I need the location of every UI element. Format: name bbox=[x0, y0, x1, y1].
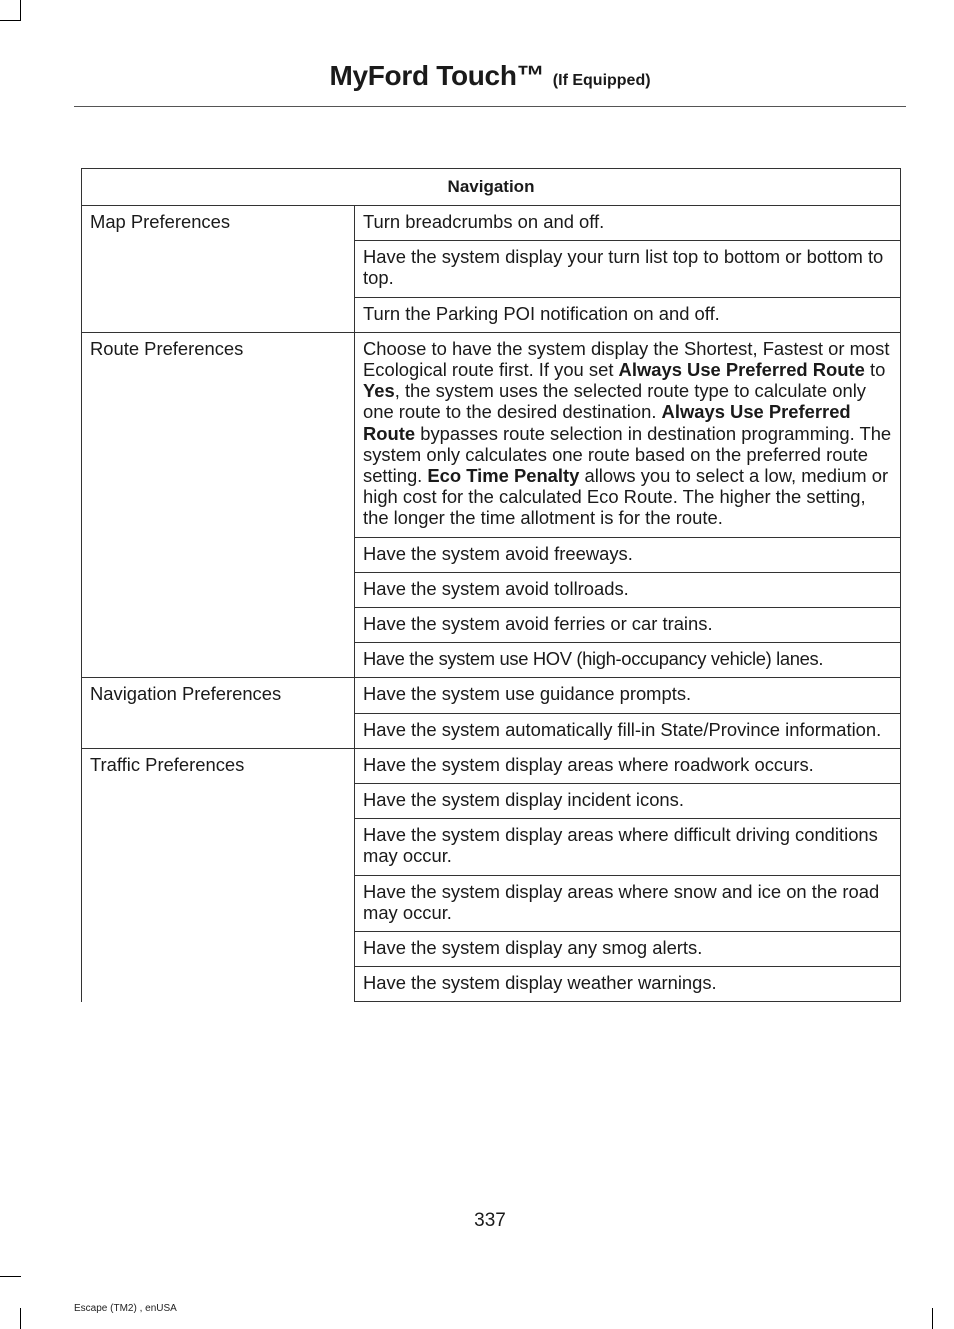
route-description-cell bbox=[355, 332, 901, 537]
category-map-preferences: Map Preferences bbox=[82, 206, 355, 333]
table-cell: Have the system avoid tollroads. bbox=[355, 572, 901, 607]
route-text: allows you to select a low, medium or high cost for the calculated Eco Route. The higher the setting, the longer the time allotment is for the route. bbox=[363, 465, 889, 529]
route-text: to bbox=[864, 359, 886, 381]
table-cell: Have the system avoid ferries or car trains. bbox=[355, 608, 901, 643]
table-cell: Have the system use guidance prompts. bbox=[355, 678, 901, 713]
table-row bbox=[82, 748, 901, 783]
table-cell: Turn breadcrumbs on and off. bbox=[355, 206, 901, 241]
category-traffic-preferences: Traffic Preferences bbox=[82, 748, 355, 1002]
table-row bbox=[82, 332, 901, 537]
table-cell: Have the system display your turn list top to bottom or bottom to top. bbox=[355, 241, 901, 297]
page-title: MyFord Touch™ bbox=[329, 60, 545, 91]
category-navigation-preferences: Navigation Preferences bbox=[82, 678, 355, 748]
route-bold-text: Eco Time Penalty bbox=[427, 465, 580, 487]
header-divider bbox=[74, 106, 906, 107]
page-subtitle: (If Equipped) bbox=[552, 72, 651, 89]
table-cell: Have the system display areas where snow and ice on the road may occur. bbox=[355, 875, 901, 931]
table-heading: Navigation bbox=[82, 169, 901, 206]
table-cell: Have the system display weather warnings. bbox=[355, 967, 901, 1002]
table-cell: Have the system avoid freeways. bbox=[355, 537, 901, 572]
table-cell: Have the system display areas where difficult driving conditions may occur. bbox=[355, 819, 901, 875]
table-cell: Have the system automatically fill-in State/Province information. bbox=[355, 713, 901, 748]
route-bold-text: Yes bbox=[363, 380, 395, 402]
crop-mark bbox=[20, 1308, 21, 1329]
table-row bbox=[82, 678, 901, 713]
route-bold-text: Always Use Preferred Route bbox=[363, 401, 851, 444]
navigation-table bbox=[81, 168, 901, 1002]
crop-mark bbox=[0, 1276, 21, 1277]
table-cell: Have the system use HOV (high-occupancy vehicle) lanes. bbox=[355, 643, 901, 678]
table-header-row bbox=[82, 169, 901, 206]
route-text: bypasses route selection in destination programming. The system only calculates one route based on the preferred route setting. bbox=[363, 422, 892, 487]
table-cell: Turn the Parking POI notification on and off. bbox=[355, 297, 901, 332]
route-text: , the system uses the selected route type to calculate only one route to the desired destination. bbox=[363, 380, 866, 423]
page-header bbox=[0, 56, 954, 101]
table-row bbox=[82, 206, 901, 241]
document-id: Escape (TM2) , enUSA bbox=[74, 1303, 177, 1314]
route-bold-text: Always Use Preferred Route bbox=[618, 359, 865, 381]
crop-mark bbox=[20, 0, 21, 21]
table-cell: Have the system display incident icons. bbox=[355, 784, 901, 819]
crop-mark bbox=[0, 20, 21, 21]
route-text: Choose to have the system display the Shortest, Fastest or most Ecological route first. If you set bbox=[363, 337, 890, 381]
table-cell: Have the system display areas where roadwork occurs. bbox=[355, 748, 901, 783]
crop-mark bbox=[932, 1308, 933, 1329]
category-route-preferences: Route Preferences bbox=[82, 332, 355, 678]
table-cell: Have the system display any smog alerts. bbox=[355, 932, 901, 967]
page-number: 337 bbox=[474, 1210, 506, 1231]
